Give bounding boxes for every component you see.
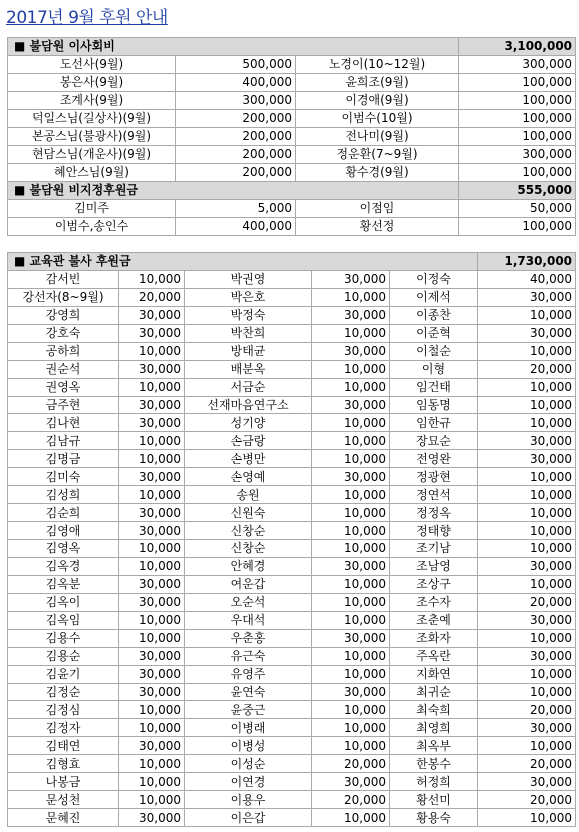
table-row bbox=[8, 791, 576, 809]
donor-name: 김순희 bbox=[8, 504, 119, 522]
donor-name: 허정희 bbox=[390, 773, 478, 791]
donation-amount: 100,000 bbox=[459, 110, 576, 128]
donation-amount: 10,000 bbox=[312, 611, 390, 629]
board-fees-table bbox=[7, 37, 576, 236]
donation-amount: 10,000 bbox=[478, 468, 576, 486]
table-row bbox=[8, 522, 576, 540]
education-hall-header-total: 1,730,000 bbox=[478, 253, 576, 271]
donor-name: 신창순 bbox=[185, 540, 312, 558]
donor-name: 박은호 bbox=[185, 288, 312, 306]
donor-name: 윤중근 bbox=[185, 701, 312, 719]
donor-name: 김용순 bbox=[8, 647, 119, 665]
board-fees-header-label: ■ 불담원 이사회비 bbox=[8, 38, 459, 56]
donor-name: 이용우 bbox=[185, 791, 312, 809]
donor-name: 현담스님(개운사)(9월) bbox=[8, 146, 176, 164]
donation-amount: 200,000 bbox=[176, 128, 296, 146]
donor-name: 덕일스님(길상사)(9월) bbox=[8, 110, 176, 128]
donor-name: 김명금 bbox=[8, 450, 119, 468]
donor-name: 황수경(9월) bbox=[296, 164, 459, 182]
donor-name: 조수자 bbox=[390, 593, 478, 611]
donor-name: 손병만 bbox=[185, 450, 312, 468]
donor-name: 황용숙 bbox=[390, 809, 478, 827]
donor-name: 권영옥 bbox=[8, 378, 119, 396]
table-row bbox=[8, 504, 576, 522]
donation-amount: 30,000 bbox=[478, 324, 576, 342]
table-row bbox=[8, 773, 576, 791]
donation-amount: 30,000 bbox=[119, 324, 185, 342]
table-row bbox=[8, 360, 576, 378]
donor-name: 박정숙 bbox=[185, 306, 312, 324]
donor-name: 이병성 bbox=[185, 737, 312, 755]
donor-name: 우춘홍 bbox=[185, 629, 312, 647]
donor-name: 이연경 bbox=[185, 773, 312, 791]
donor-name: 손영예 bbox=[185, 468, 312, 486]
donor-name: 이성순 bbox=[185, 755, 312, 773]
table-row bbox=[8, 342, 576, 360]
donation-amount: 200,000 bbox=[176, 110, 296, 128]
donor-name: 이범수,송인수 bbox=[8, 218, 176, 236]
donor-name: 강호숙 bbox=[8, 324, 119, 342]
donor-name: 이준혁 bbox=[390, 324, 478, 342]
donation-amount: 20,000 bbox=[478, 701, 576, 719]
donation-amount: 30,000 bbox=[478, 719, 576, 737]
donation-amount: 30,000 bbox=[478, 432, 576, 450]
donation-amount: 30,000 bbox=[312, 270, 390, 288]
donor-name: 신창순 bbox=[185, 522, 312, 540]
donation-amount: 100,000 bbox=[459, 164, 576, 182]
donation-amount: 10,000 bbox=[478, 629, 576, 647]
donation-amount: 10,000 bbox=[478, 683, 576, 701]
donation-amount: 10,000 bbox=[312, 540, 390, 558]
donation-amount: 10,000 bbox=[478, 809, 576, 827]
donation-amount: 200,000 bbox=[176, 146, 296, 164]
donor-name: 김남규 bbox=[8, 432, 119, 450]
table-row bbox=[8, 719, 576, 737]
donor-name: 임동명 bbox=[390, 396, 478, 414]
donation-amount: 30,000 bbox=[119, 468, 185, 486]
table-row bbox=[8, 218, 576, 236]
table-row bbox=[8, 110, 576, 128]
donation-amount: 20,000 bbox=[478, 360, 576, 378]
donation-amount: 20,000 bbox=[119, 288, 185, 306]
donor-name: 김옥이 bbox=[8, 593, 119, 611]
donor-name: 조계사(9월) bbox=[8, 92, 176, 110]
donation-amount: 400,000 bbox=[176, 218, 296, 236]
education-hall-body bbox=[8, 253, 576, 827]
donor-name: 성기양 bbox=[185, 414, 312, 432]
education-hall-header-label: ■ 교육관 불사 후원금 bbox=[8, 253, 478, 271]
donor-name: 유근숙 bbox=[185, 647, 312, 665]
table-row bbox=[8, 200, 576, 218]
donor-name: 송원 bbox=[185, 486, 312, 504]
donation-amount: 10,000 bbox=[312, 522, 390, 540]
donation-amount: 300,000 bbox=[176, 92, 296, 110]
donor-name: 여운갑 bbox=[185, 575, 312, 593]
donation-amount: 10,000 bbox=[312, 288, 390, 306]
table-row bbox=[8, 468, 576, 486]
donation-amount: 10,000 bbox=[119, 701, 185, 719]
donor-name: 김미숙 bbox=[8, 468, 119, 486]
donation-amount: 30,000 bbox=[478, 773, 576, 791]
donor-name: 강영희 bbox=[8, 306, 119, 324]
donor-name: 최숙희 bbox=[390, 701, 478, 719]
donor-name: 김나현 bbox=[8, 414, 119, 432]
donation-amount: 10,000 bbox=[119, 378, 185, 396]
donor-name: 배분옥 bbox=[185, 360, 312, 378]
donation-amount: 20,000 bbox=[312, 791, 390, 809]
table-row bbox=[8, 270, 576, 288]
donor-name: 김용수 bbox=[8, 629, 119, 647]
donor-name: 지화연 bbox=[390, 665, 478, 683]
donation-amount: 10,000 bbox=[312, 701, 390, 719]
donation-amount: 200,000 bbox=[176, 164, 296, 182]
undesignated-donations-header-label: ■ 불담원 비지정후원금 bbox=[8, 182, 459, 200]
donation-amount: 30,000 bbox=[119, 396, 185, 414]
donor-name: 한봉수 bbox=[390, 755, 478, 773]
donation-amount: 30,000 bbox=[119, 306, 185, 324]
donation-amount: 100,000 bbox=[459, 74, 576, 92]
donation-amount: 10,000 bbox=[478, 522, 576, 540]
donation-amount: 30,000 bbox=[119, 809, 185, 827]
table-row bbox=[8, 737, 576, 755]
donor-name: 임한규 bbox=[390, 414, 478, 432]
donor-name: 이형 bbox=[390, 360, 478, 378]
donor-name: 조화자 bbox=[390, 629, 478, 647]
donor-name: 조남영 bbox=[390, 557, 478, 575]
table-row bbox=[8, 288, 576, 306]
donation-amount: 10,000 bbox=[312, 647, 390, 665]
table-row bbox=[8, 432, 576, 450]
donor-name: 최영희 bbox=[390, 719, 478, 737]
donation-amount: 10,000 bbox=[119, 791, 185, 809]
table-row bbox=[8, 378, 576, 396]
donor-name: 황선미 bbox=[390, 791, 478, 809]
donor-name: 장묘순 bbox=[390, 432, 478, 450]
donor-name: 조춘예 bbox=[390, 611, 478, 629]
table-row bbox=[8, 540, 576, 558]
donation-amount: 10,000 bbox=[478, 486, 576, 504]
donor-name: 금주현 bbox=[8, 396, 119, 414]
donation-amount: 10,000 bbox=[312, 575, 390, 593]
donation-amount: 30,000 bbox=[119, 504, 185, 522]
donor-name: 혜안스님(9월) bbox=[8, 164, 176, 182]
donation-amount: 10,000 bbox=[312, 414, 390, 432]
donor-name: 김태연 bbox=[8, 737, 119, 755]
table-row bbox=[8, 414, 576, 432]
donor-name: 감서빈 bbox=[8, 270, 119, 288]
donation-amount: 300,000 bbox=[459, 56, 576, 74]
donor-name: 이범수(10월) bbox=[296, 110, 459, 128]
donation-amount: 20,000 bbox=[478, 755, 576, 773]
donation-amount: 10,000 bbox=[119, 450, 185, 468]
donation-amount: 10,000 bbox=[119, 432, 185, 450]
donor-name: 이정숙 bbox=[390, 270, 478, 288]
donation-amount: 30,000 bbox=[478, 611, 576, 629]
donation-amount: 10,000 bbox=[478, 306, 576, 324]
donor-name: 이은갑 bbox=[185, 809, 312, 827]
donation-amount: 10,000 bbox=[312, 324, 390, 342]
donor-name: 김영애 bbox=[8, 522, 119, 540]
donation-amount: 30,000 bbox=[478, 647, 576, 665]
donation-amount: 10,000 bbox=[478, 378, 576, 396]
table-row bbox=[8, 575, 576, 593]
donor-name: 김미주 bbox=[8, 200, 176, 218]
donor-name: 손금랑 bbox=[185, 432, 312, 450]
donor-name: 안혜경 bbox=[185, 557, 312, 575]
donor-name: 도선사(9월) bbox=[8, 56, 176, 74]
table-row bbox=[8, 611, 576, 629]
donor-name: 황선정 bbox=[296, 218, 459, 236]
donor-name: 김옥경 bbox=[8, 557, 119, 575]
table-row bbox=[8, 486, 576, 504]
donation-amount: 30,000 bbox=[119, 522, 185, 540]
donation-amount: 300,000 bbox=[459, 146, 576, 164]
donor-name: 김형효 bbox=[8, 755, 119, 773]
table-row bbox=[8, 56, 576, 74]
donation-amount: 10,000 bbox=[119, 557, 185, 575]
donation-amount: 10,000 bbox=[119, 629, 185, 647]
donor-name: 김영옥 bbox=[8, 540, 119, 558]
table-row bbox=[8, 701, 576, 719]
donation-amount: 10,000 bbox=[478, 342, 576, 360]
donor-name: 정태향 bbox=[390, 522, 478, 540]
table-row bbox=[8, 629, 576, 647]
donor-name: 선재마음연구소 bbox=[185, 396, 312, 414]
donation-amount: 10,000 bbox=[312, 432, 390, 450]
donation-amount: 10,000 bbox=[312, 486, 390, 504]
board-fees-body bbox=[8, 38, 576, 236]
donor-name: 윤연숙 bbox=[185, 683, 312, 701]
donor-name: 김옥임 bbox=[8, 611, 119, 629]
donation-amount: 10,000 bbox=[119, 773, 185, 791]
donor-name: 서금순 bbox=[185, 378, 312, 396]
donation-amount: 30,000 bbox=[119, 683, 185, 701]
donation-amount: 30,000 bbox=[119, 575, 185, 593]
undesignated-donations-header bbox=[8, 182, 576, 200]
donation-amount: 30,000 bbox=[312, 773, 390, 791]
donation-amount: 30,000 bbox=[119, 737, 185, 755]
donor-name: 우대석 bbox=[185, 611, 312, 629]
donation-amount: 20,000 bbox=[478, 593, 576, 611]
table-row bbox=[8, 557, 576, 575]
education-hall-donations-table bbox=[7, 252, 576, 827]
donor-name: 오순석 bbox=[185, 593, 312, 611]
donor-name: 김윤기 bbox=[8, 665, 119, 683]
donation-amount: 10,000 bbox=[478, 665, 576, 683]
page-title: 2017년 9월 후원 안내 bbox=[6, 8, 168, 28]
donation-amount: 30,000 bbox=[312, 396, 390, 414]
donation-amount: 30,000 bbox=[312, 557, 390, 575]
table-row bbox=[8, 683, 576, 701]
donation-amount: 30,000 bbox=[478, 557, 576, 575]
donation-amount: 10,000 bbox=[312, 665, 390, 683]
donation-amount: 10,000 bbox=[312, 719, 390, 737]
table-row bbox=[8, 164, 576, 182]
donor-name: 이병래 bbox=[185, 719, 312, 737]
donor-name: 문성천 bbox=[8, 791, 119, 809]
donation-amount: 10,000 bbox=[119, 342, 185, 360]
donor-name: 정운환(7~9월) bbox=[296, 146, 459, 164]
table-row bbox=[8, 647, 576, 665]
donation-amount: 30,000 bbox=[312, 683, 390, 701]
donor-name: 유영주 bbox=[185, 665, 312, 683]
undesignated-donations-header-total: 555,000 bbox=[459, 182, 576, 200]
donation-amount: 100,000 bbox=[459, 218, 576, 236]
donation-amount: 10,000 bbox=[119, 611, 185, 629]
donation-amount: 30,000 bbox=[312, 306, 390, 324]
donation-amount: 30,000 bbox=[119, 593, 185, 611]
donation-amount: 30,000 bbox=[119, 665, 185, 683]
donor-name: 최귀순 bbox=[390, 683, 478, 701]
donor-name: 김정자 bbox=[8, 719, 119, 737]
education-hall-header bbox=[8, 253, 576, 271]
board-fees-header bbox=[8, 38, 576, 56]
donor-name: 정연석 bbox=[390, 486, 478, 504]
table-row bbox=[8, 450, 576, 468]
donation-amount: 5,000 bbox=[176, 200, 296, 218]
donor-name: 이종찬 bbox=[390, 306, 478, 324]
donation-amount: 100,000 bbox=[459, 128, 576, 146]
table-row bbox=[8, 396, 576, 414]
donation-amount: 30,000 bbox=[312, 342, 390, 360]
donation-amount: 10,000 bbox=[312, 504, 390, 522]
board-fees-header-total: 3,100,000 bbox=[459, 38, 576, 56]
donation-amount: 500,000 bbox=[176, 56, 296, 74]
donation-amount: 30,000 bbox=[119, 647, 185, 665]
donor-name: 김정심 bbox=[8, 701, 119, 719]
donation-amount: 30,000 bbox=[119, 360, 185, 378]
table-row bbox=[8, 593, 576, 611]
donation-amount: 10,000 bbox=[119, 755, 185, 773]
donation-amount: 30,000 bbox=[119, 414, 185, 432]
donor-name: 김성희 bbox=[8, 486, 119, 504]
donor-name: 이경애(9월) bbox=[296, 92, 459, 110]
table-row bbox=[8, 665, 576, 683]
donation-amount: 10,000 bbox=[119, 270, 185, 288]
donor-name: 본공스님(불광사)(9월) bbox=[8, 128, 176, 146]
donor-name: 전영완 bbox=[390, 450, 478, 468]
donation-amount: 400,000 bbox=[176, 74, 296, 92]
donation-amount: 10,000 bbox=[478, 414, 576, 432]
donor-name: 정정옥 bbox=[390, 504, 478, 522]
donor-name: 전나미(9월) bbox=[296, 128, 459, 146]
donation-amount: 30,000 bbox=[312, 468, 390, 486]
table-row bbox=[8, 324, 576, 342]
donation-amount: 10,000 bbox=[312, 809, 390, 827]
donor-name: 김정순 bbox=[8, 683, 119, 701]
donation-amount: 10,000 bbox=[478, 504, 576, 522]
donor-name: 조기남 bbox=[390, 540, 478, 558]
table-row bbox=[8, 809, 576, 827]
donor-name: 김옥분 bbox=[8, 575, 119, 593]
donor-name: 문혜진 bbox=[8, 809, 119, 827]
donor-name: 강선자(8~9월) bbox=[8, 288, 119, 306]
donor-name: 방태균 bbox=[185, 342, 312, 360]
donation-amount: 100,000 bbox=[459, 92, 576, 110]
table-row bbox=[8, 306, 576, 324]
donation-amount: 20,000 bbox=[312, 755, 390, 773]
donation-amount: 10,000 bbox=[478, 540, 576, 558]
donor-name: 신원숙 bbox=[185, 504, 312, 522]
donation-amount: 40,000 bbox=[478, 270, 576, 288]
donation-amount: 10,000 bbox=[478, 737, 576, 755]
donor-name: 박권영 bbox=[185, 270, 312, 288]
donor-name: 나봉금 bbox=[8, 773, 119, 791]
donation-amount: 30,000 bbox=[478, 288, 576, 306]
donor-name: 최옥부 bbox=[390, 737, 478, 755]
donor-name: 박찬희 bbox=[185, 324, 312, 342]
donor-name: 조상구 bbox=[390, 575, 478, 593]
donation-amount: 10,000 bbox=[119, 719, 185, 737]
donor-name: 이제석 bbox=[390, 288, 478, 306]
donation-amount: 10,000 bbox=[312, 737, 390, 755]
donor-name: 임건태 bbox=[390, 378, 478, 396]
donor-name: 공하희 bbox=[8, 342, 119, 360]
donation-amount: 10,000 bbox=[312, 450, 390, 468]
donor-name: 정광현 bbox=[390, 468, 478, 486]
donation-amount: 10,000 bbox=[478, 396, 576, 414]
donor-name: 윤희조(9월) bbox=[296, 74, 459, 92]
table-row bbox=[8, 146, 576, 164]
donation-amount: 10,000 bbox=[312, 360, 390, 378]
donation-amount: 10,000 bbox=[478, 575, 576, 593]
donor-name: 권순석 bbox=[8, 360, 119, 378]
table-row bbox=[8, 128, 576, 146]
donor-name: 봉은사(9월) bbox=[8, 74, 176, 92]
donation-amount: 10,000 bbox=[119, 486, 185, 504]
donor-name: 주옥란 bbox=[390, 647, 478, 665]
donation-amount: 50,000 bbox=[459, 200, 576, 218]
donation-amount: 10,000 bbox=[119, 540, 185, 558]
donor-name: 이철순 bbox=[390, 342, 478, 360]
table-row bbox=[8, 74, 576, 92]
donation-amount: 30,000 bbox=[312, 629, 390, 647]
donor-name: 노경이(10~12월) bbox=[296, 56, 459, 74]
donation-amount: 10,000 bbox=[312, 378, 390, 396]
donor-name: 이점임 bbox=[296, 200, 459, 218]
table-row bbox=[8, 755, 576, 773]
donation-amount: 30,000 bbox=[478, 450, 576, 468]
donation-amount: 10,000 bbox=[312, 593, 390, 611]
donation-amount: 20,000 bbox=[478, 791, 576, 809]
table-row bbox=[8, 92, 576, 110]
